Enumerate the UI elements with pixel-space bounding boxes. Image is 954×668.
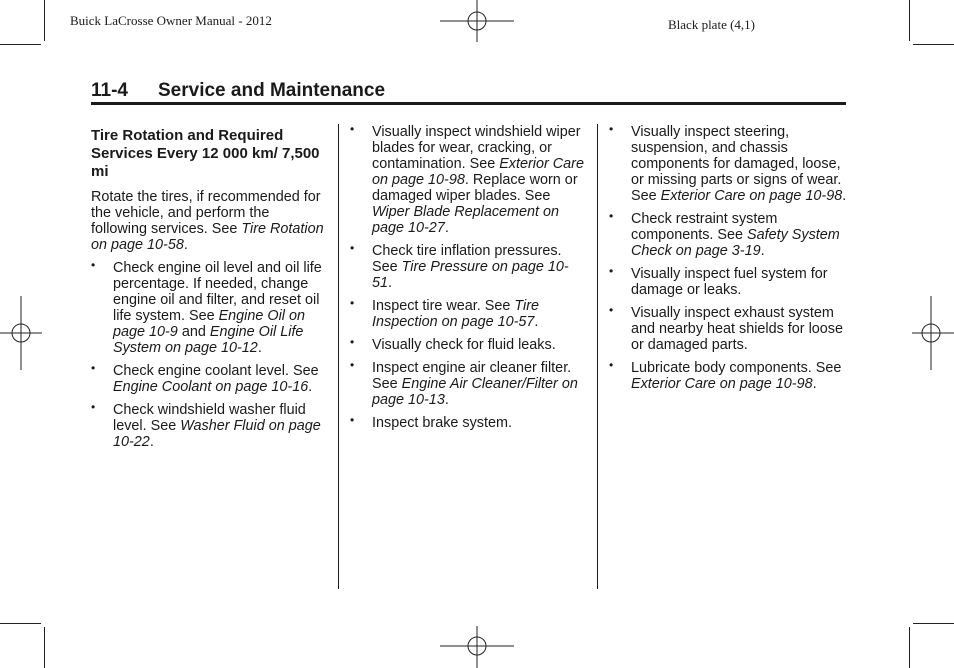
intro-paragraph: Rotate the tires, if recommended for the vehicle, and perform the following services. See Tire Rotation on page 10-58. <box>91 189 324 253</box>
list-item: • Inspect engine air cleaner filter. See Engine Air Cleaner/Filter on page 10-13. <box>350 358 578 408</box>
section-heading <box>91 80 385 102</box>
cross-reference[interactable]: Tire Pressure on page 10-51 <box>372 259 569 291</box>
cross-reference[interactable]: Engine Oil on page 10-9 <box>113 308 305 340</box>
bullet-icon: • <box>91 400 96 414</box>
list-item: • Inspect tire wear. See Tire Inspection on page 10-57. <box>350 296 540 330</box>
registration-mark-right <box>910 296 954 372</box>
text-column-1 <box>91 124 327 457</box>
bullet-icon: • <box>91 258 96 272</box>
cross-reference[interactable]: Tire Inspection on page 10-57 <box>372 298 540 330</box>
text-column-2 <box>350 124 588 438</box>
list-item: • Check engine oil level and oil life percentage. If needed, change engine oil and filter, and reset oil life system. See Engine Oil on page 10-9 and Engine Oil Life System on page 10-12. <box>91 258 322 356</box>
list-item: • Check tire inflation pressures. See Tire Pressure on page 10-51. <box>350 241 569 291</box>
cross-reference[interactable]: Exterior Care on page 10-98 <box>631 376 813 392</box>
bullet-icon: • <box>350 358 355 372</box>
list-item: • Lubricate body components. See Exterior Care on page 10-98. <box>609 358 842 392</box>
cross-reference[interactable]: Safety System Check on page 3-19 <box>631 227 840 259</box>
bullet-icon: • <box>609 209 614 223</box>
bullet-list <box>350 124 588 431</box>
bullet-icon: • <box>609 303 614 317</box>
cross-reference[interactable]: Wiper Blade Replacement on page 10-27 <box>372 204 560 236</box>
subheading: Tire Rotation and Required Services Every 12 000 km/ 7,500 mi <box>91 127 320 180</box>
running-header-plate: Black plate (4,1) <box>668 17 755 32</box>
list-item: • Check engine coolant level. See Engine Coolant on page 10-16. <box>91 361 319 395</box>
bullet-icon: • <box>609 122 614 136</box>
cross-reference[interactable]: Washer Fluid on page 10-22 <box>113 418 321 450</box>
cross-reference[interactable]: Engine Oil Life System on page 10-12 <box>113 324 304 356</box>
list-item: • Check windshield washer fluid level. See Washer Fluid on page 10-22. <box>91 400 321 450</box>
list-item: • Check restraint system components. See Safety System Check on page 3-19. <box>609 209 840 259</box>
bullet-icon: • <box>350 335 355 349</box>
bullet-list <box>91 260 327 450</box>
list-item: • Visually inspect steering, suspension, and chassis components for damaged, loose, or missing parts or signs of wear. See Exterior Care on page 10-98. <box>609 122 847 204</box>
cross-reference[interactable]: Engine Coolant on page 10-16 <box>113 379 309 395</box>
bullet-icon: • <box>350 296 355 310</box>
cross-reference[interactable]: Tire Rotation on page 10-58 <box>91 221 324 253</box>
cross-reference[interactable]: Exterior Care on page 10-98 <box>660 188 843 204</box>
crop-mark <box>0 44 41 45</box>
text-column-3 <box>609 124 847 399</box>
bullet-list <box>609 124 847 392</box>
column-divider <box>597 124 598 589</box>
bullet-icon: • <box>350 413 355 427</box>
registration-mark-bottom <box>440 624 516 668</box>
running-header-title: Buick LaCrosse Owner Manual - 2012 <box>70 13 272 28</box>
list-item: • Visually inspect fuel system for damage or leaks. <box>609 264 828 298</box>
crop-mark <box>909 627 910 668</box>
section-number: 11-4 <box>91 80 128 101</box>
bullet-icon: • <box>91 361 96 375</box>
section-title: Service and Maintenance <box>158 80 386 101</box>
registration-mark-top <box>440 0 516 44</box>
bullet-icon: • <box>350 241 355 255</box>
list-item: • Visually inspect exhaust system and nearby heat shields for loose or damaged parts. <box>609 303 844 353</box>
crop-mark <box>913 44 954 45</box>
list-item: • Visually inspect windshield wiper blades for wear, cracking, or contamination. See Exterior Care on page 10-98. Replace worn or damaged wiper blades. See Wiper Blade Replacement on page 10-27. <box>350 122 584 236</box>
registration-mark-left <box>0 296 44 372</box>
column-divider <box>338 124 339 589</box>
bullet-icon: • <box>350 122 355 136</box>
list-item: • Visually check for fluid leaks. <box>350 335 556 353</box>
section-rule <box>91 102 846 105</box>
bullet-icon: • <box>609 358 614 372</box>
crop-mark <box>0 623 41 624</box>
list-item: • Inspect brake system. <box>350 413 512 431</box>
crop-mark <box>44 627 45 668</box>
cross-reference[interactable]: Exterior Care on page 10-98 <box>372 156 584 188</box>
crop-mark <box>44 0 45 41</box>
crop-mark <box>909 0 910 41</box>
crop-mark <box>913 623 954 624</box>
bullet-icon: • <box>609 264 614 278</box>
cross-reference[interactable]: Engine Air Cleaner/Filter on page 10-13 <box>372 376 578 408</box>
